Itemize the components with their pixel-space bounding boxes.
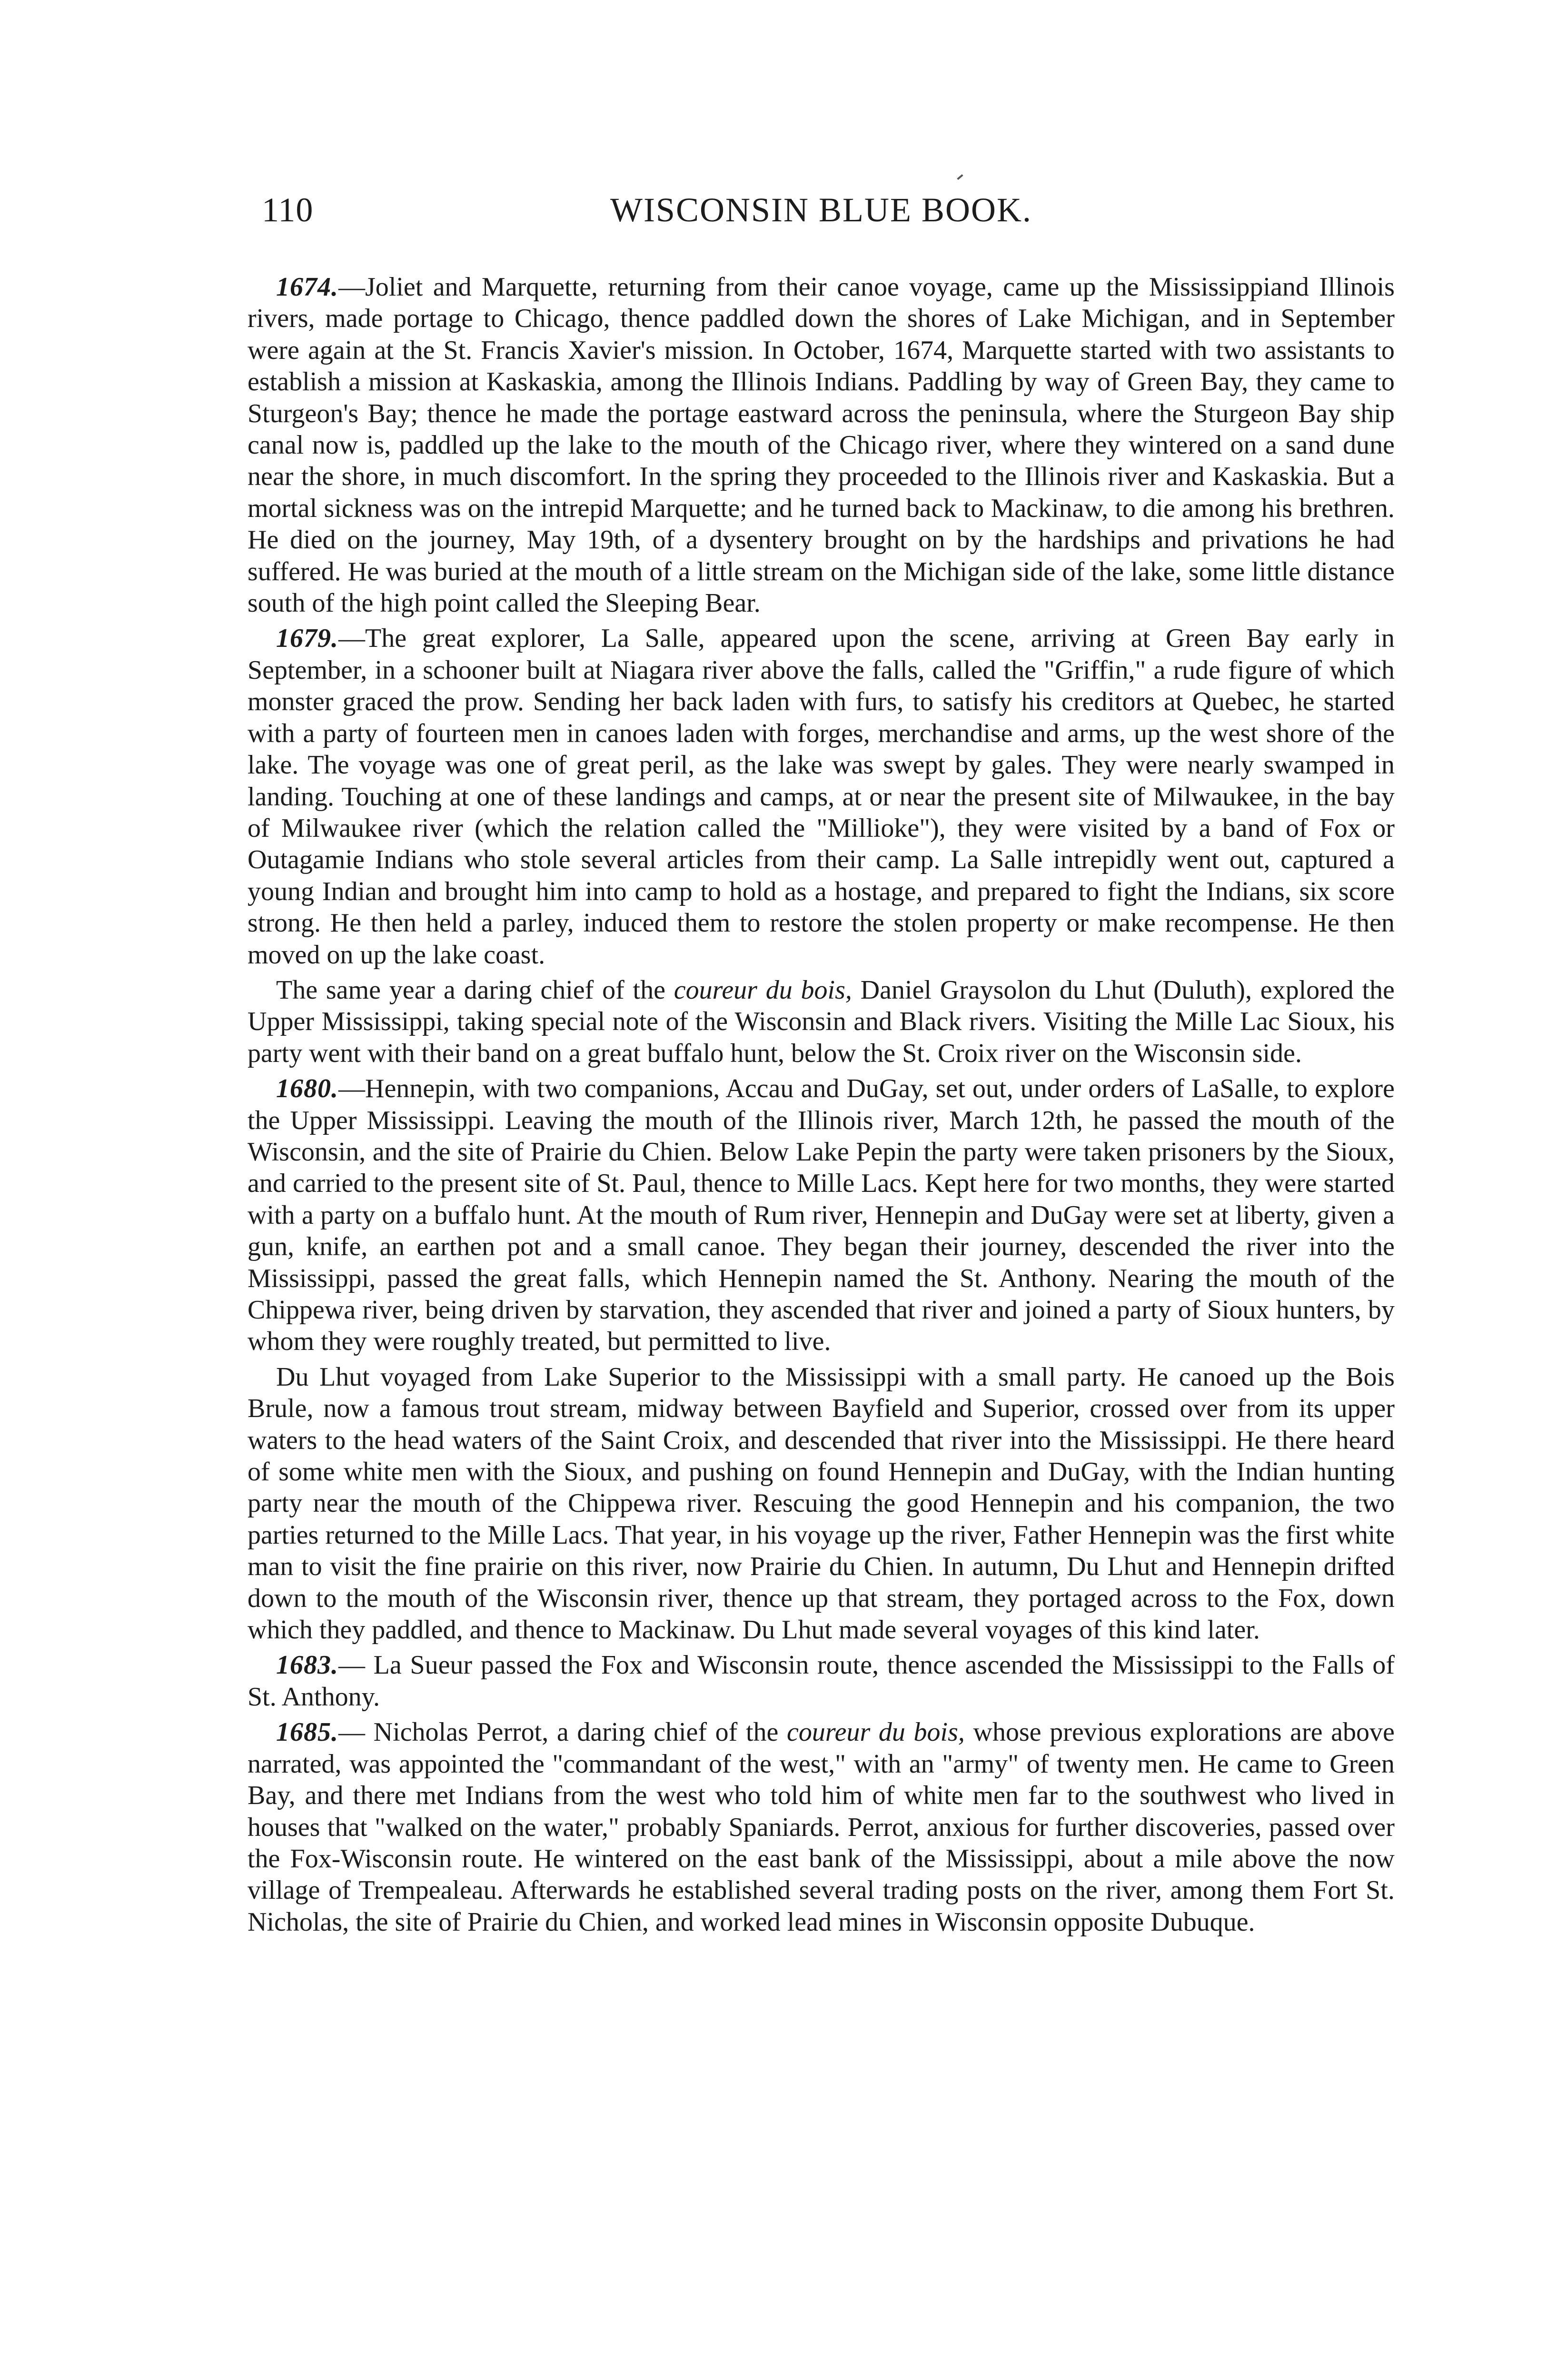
running-head: WISCONSIN BLUE BOOK.	[610, 191, 1032, 229]
entry-text: — La Sueur passed the Fox and Wisconsin route, thence ascended the Mississippi to the Falls of St. Anthony.	[248, 1650, 1395, 1712]
book-page	[248, 181, 1395, 2380]
entry-emphasis: coureur du bois,	[674, 975, 852, 1005]
entry-year: 1680.	[276, 1074, 338, 1104]
page-number: 110	[262, 191, 314, 229]
entry-year: 1685.	[276, 1717, 338, 1747]
entry-lead: — Nicholas Perrot, a daring chief of the	[338, 1717, 787, 1747]
body-text	[248, 271, 1395, 1942]
entry-text: Daniel Graysolon du Lhut (Duluth), explored the Upper Mississippi, taking special note of the Wisconsin and Black rivers. Visiting the Mille Lac Sioux, his party went with their band on a great buffalo hunt, below the St. Croix river on the Wisconsin side.	[248, 975, 1395, 1068]
entry-1679	[248, 623, 1395, 970]
entry-text: —Hennepin, with two companions, Accau and DuGay, set out, under orders of LaSalle, to explore the Upper Mississippi. Leaving the mouth of the Illinois river, March 12th, he passed the mouth of the Wisconsin, and the site of Prairie du Chien. Below Lake Pepin the party were taken prisoners by the Sioux, and carried to the present site of St. Paul, thence to Mille Lacs. Kept here for two months, they were started with a party on a buffalo hunt. At the mouth of Rum river, Hennepin and DuGay were set at liberty, given a gun, knife, an earthen pot and a small canoe. They began their journey, descended the river into the Mississippi, passed the great falls, which Hennepin named the St. Anthony. Nearing the mouth of the Chippewa river, being driven by starvation, they ascended that river and joined a party of Sioux hunters, by whom they were roughly treated, but permitted to live.	[248, 1074, 1395, 1357]
entry-year: 1679.	[276, 624, 338, 654]
entry-text: —Joliet and Marquette, returning from their canoe voyage, came up the Mississippiand Illinois rivers, made portage to Chicago, thence paddled down the shores of Lake Michigan, and in September were again at the St. Francis Xavier's mission. In October, 1674, Marquette started with two assistants to establish a mission at Kaskaskia, among the Illinois Indians. Paddling by way of Green Bay, they came to Sturgeon's Bay; thence he made the portage eastward across the peninsula, where the Sturgeon Bay ship canal now is, paddled up the lake to the mouth of the Chicago river, where they wintered on a sand dune near the shore, in much discomfort. In the spring they proceeded to the Illinois river and Kaskaskia. But a mortal sickness was on the intrepid Marquette; and he turned back to Mackinaw, to die among his brethren. He died on the journey, May 19th, of a dysentery brought on by the hardships and privations he had suffered. He was buried at the mouth of a little stream on the Michigan side of the lake, some little distance south of the high point called the Sleeping Bear.	[248, 272, 1395, 618]
entry-text: —The great explorer, La Salle, appeared upon the scene, arriving at Green Bay early in September, in a schooner built at Niagara river above the falls, called the "Griffin," a rude figure of which monster graced the prow. Sending her back laden with furs, to satisfy his creditors at Quebec, he started with a party of fourteen men in canoes laden with forges, merchandise and arms, up the west shore of the lake. The voyage was one of great peril, as the lake was swept by gales. They were nearly swamped in landing. Touching at one of these landings and camps, at or near the present site of Milwaukee, in the bay of Milwaukee river (which the relation called the "Millioke"), they were visited by a band of Fox or Outagamie Indians who stole several articles from their camp. La Salle intrepidly went out, captured a young Indian and brought him into camp to hold as a hostage, and prepared to fight the Indians, six score strong. He then held a parley, induced them to restore the stolen property or make recompense. He then moved on up the lake coast.	[248, 624, 1395, 970]
entry-1683	[248, 1649, 1395, 1713]
entry-emphasis: coureur du bois,	[787, 1717, 965, 1747]
entry-lead: The same year a daring chief of the	[276, 975, 674, 1005]
entry-text: whose previous explorations are above narrated, was appointed the "commandant of the west," with an "army" of twenty men. He came to Green Bay, and there met Indians from the west who told him of white men far to the southwest who lived in houses that "walked on the water," probably Spaniards. Perrot, anxious for further discoveries, passed over the Fox-Wisconsin route. He wintered on the east bank of the Mississippi, about a mile above the now village of Trempealeau. Afterwards he established several trading posts on the river, among them Fort St. Nicholas, the site of Prairie du Chien, and worked lead mines in Wisconsin opposite Dubuque.	[248, 1717, 1395, 1937]
entry-1680	[248, 1073, 1395, 1358]
entry-year: 1674.	[276, 272, 338, 302]
page-header	[248, 181, 1395, 252]
stray-mark	[957, 174, 963, 180]
entry-du-lhut-1679	[248, 974, 1395, 1069]
entry-du-lhut-1680	[248, 1361, 1395, 1646]
entry-text: Du Lhut voyaged from Lake Superior to the Mississippi with a small party. He canoed up the Bois Brule, now a famous trout stream, midway between Bayfield and Superior, crossed over from its upper waters to the head waters of the Saint Croix, and descended that river into the Mississippi. He there heard of some white men with the Sioux, and pushing on found Hennepin and DuGay, with the Indian hunting party near the mouth of the Chippewa river. Rescuing the good Hennepin and his companion, the two parties returned to the Mille Lacs. That year, in his voyage up the river, Father Hennepin was the first white man to visit the fine prairie on this river, now Prairie du Chien. In autumn, Du Lhut and Hennepin drifted down to the mouth of the Wisconsin river, thence up that stream, they portaged across to the Fox, down which they paddled, and thence to Mackinaw. Du Lhut made several voyages of this kind later.	[248, 1362, 1395, 1645]
entry-1685	[248, 1716, 1395, 1938]
entry-1674	[248, 271, 1395, 619]
entry-year: 1683.	[276, 1650, 338, 1680]
